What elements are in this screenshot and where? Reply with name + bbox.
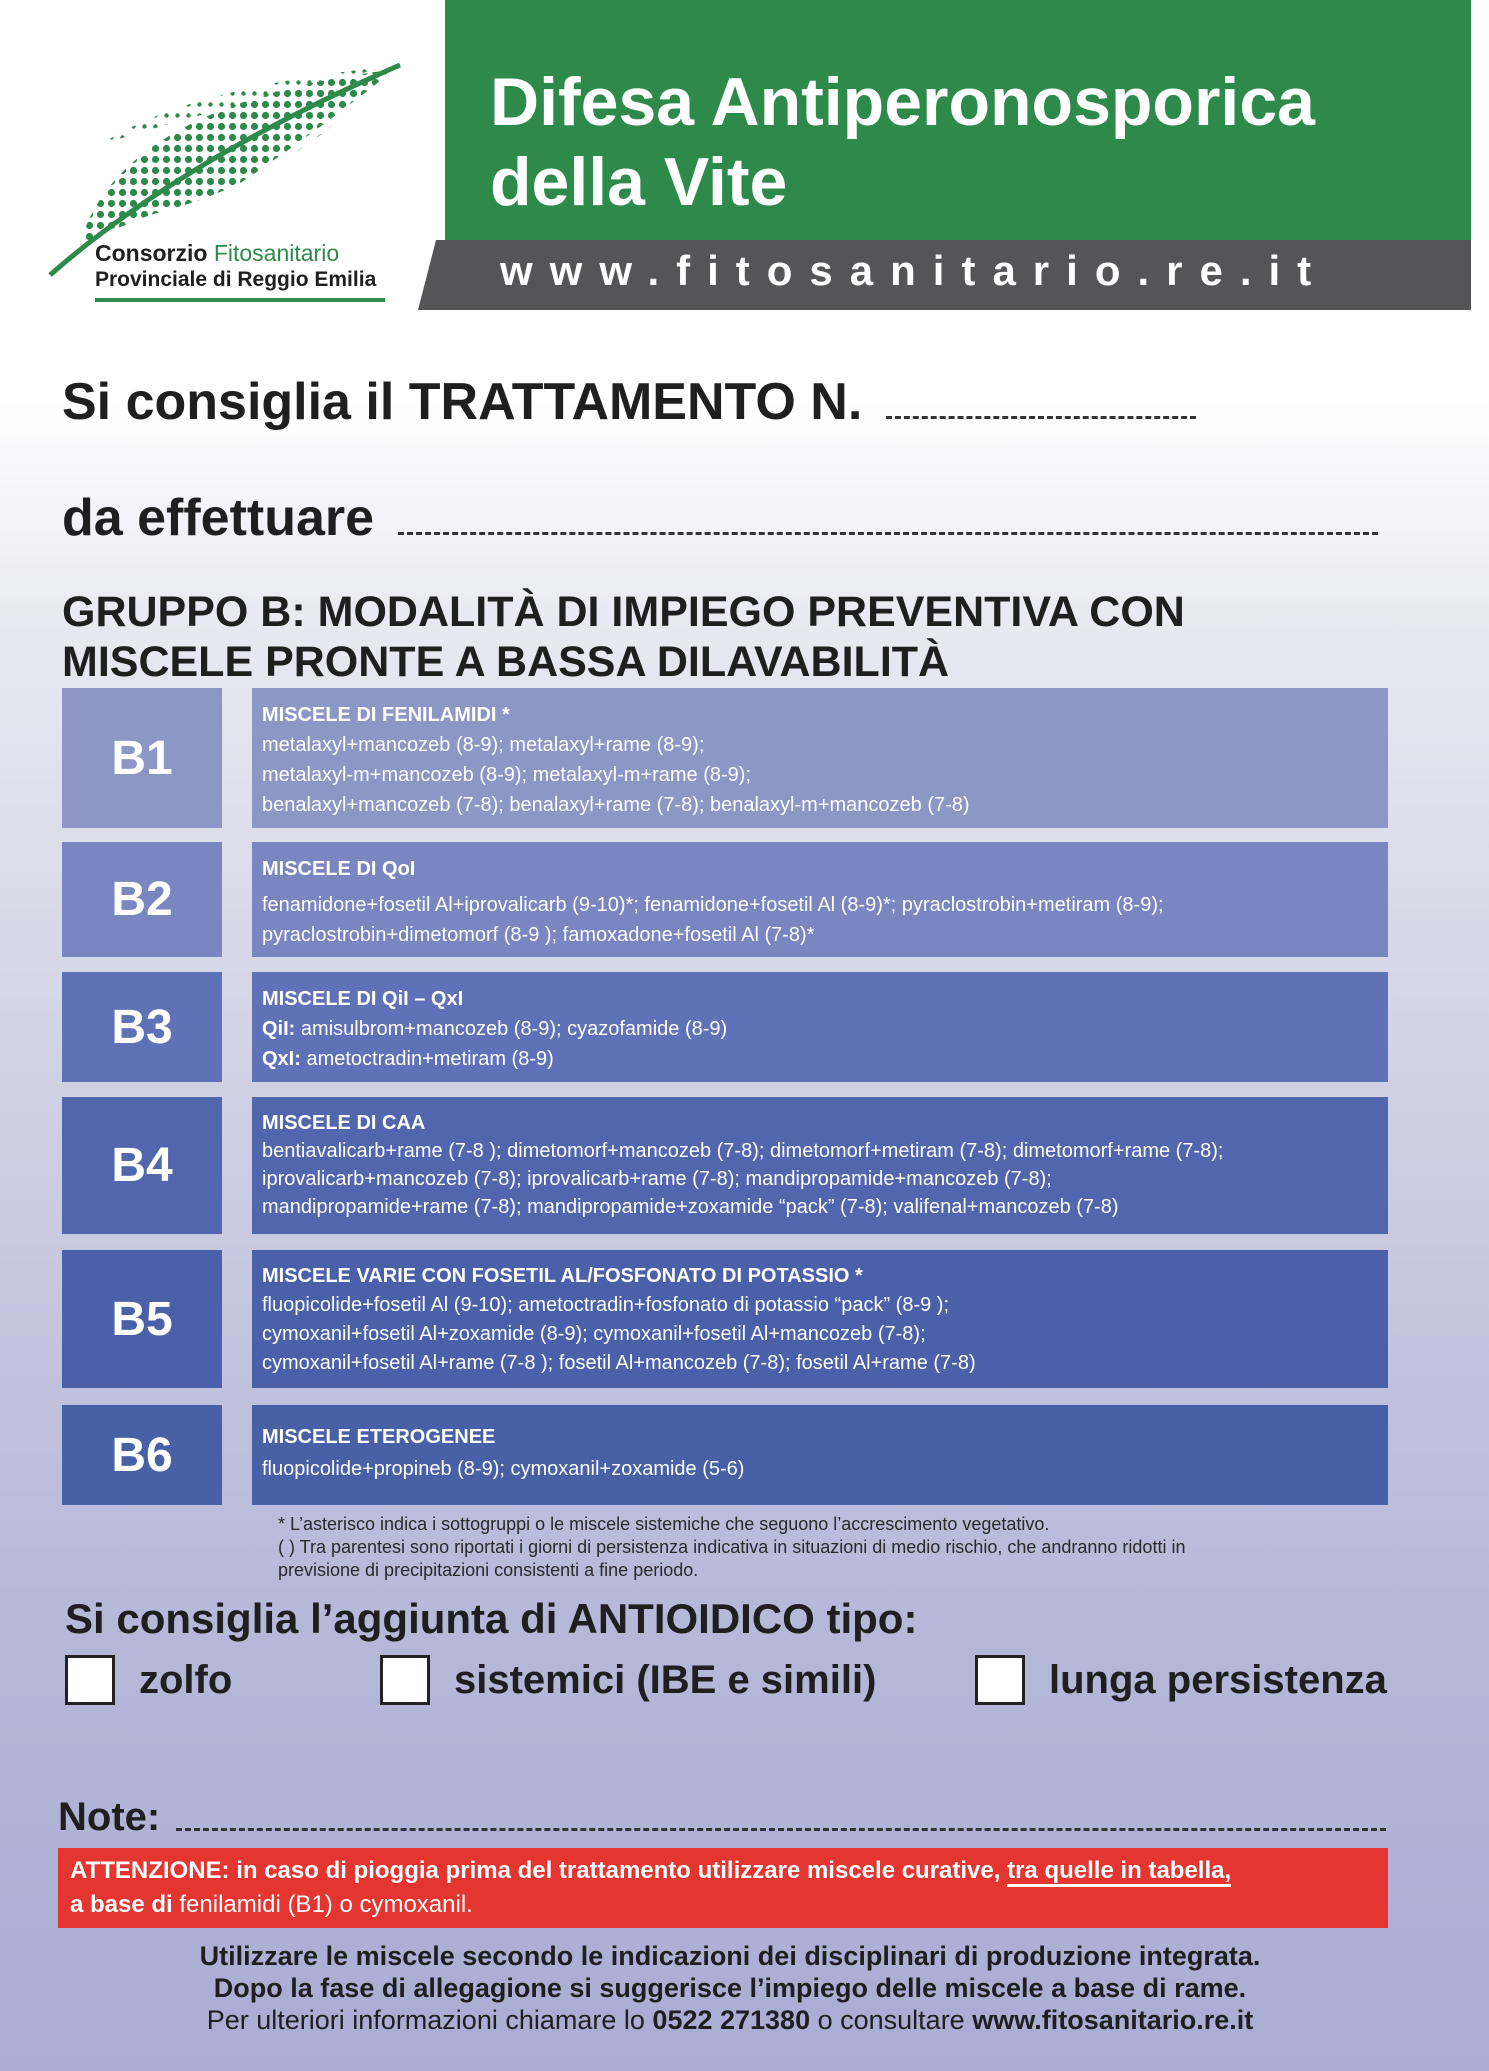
effettuare-line: da effettuare [62, 488, 1378, 548]
logo-subtitle: Provinciale di Reggio Emilia [95, 268, 377, 291]
logo-name: Consorzio Fitosanitario [95, 240, 340, 266]
effettuare-field[interactable] [398, 522, 1378, 535]
zolfo-checkbox[interactable] [65, 1655, 115, 1705]
group-code: B3 [62, 972, 222, 1082]
group-code: B2 [62, 842, 222, 957]
gruppo-heading: GRUPPO B: MODALITÀ DI IMPIEGO PREVENTIVA CON MISCELE PRONTE A BASSA DILAVABILITÀ [62, 588, 1185, 686]
footer: Utilizzare le miscele secondo le indicazioni dei disciplinari di produzione integrata. Dopo la fase di allegagione si suggerisce l’impiego delle miscele a base di rame. Per ulteriori informazioni chiamare lo 0522 271380 o consultare www.fitosanitario.re.it [199, 1941, 1261, 2035]
logo-underline [95, 298, 385, 302]
group-description: MISCELE DI QiI – QxI QiI: amisulbrom+mancozeb (8-9); cyazofamide (8-9) QxI: ametoctradin+metiram (8-9) [252, 972, 1388, 1082]
group-row-b1 [62, 688, 1388, 828]
group-row-b2 [62, 842, 1388, 957]
footer-website-link[interactable]: www.fitosanitario.re.it [972, 2005, 1254, 2035]
group-description: MISCELE DI FENILAMIDI * metalaxyl+mancozeb (8-9); metalaxyl+rame (8-9); metalaxyl-m+mancozeb (8-9); metalaxyl-m+rame (8-9); benalaxyl+mancozeb (7-8); benalaxyl+rame (7-8); benalaxyl-m+mancozeb (7-8) [252, 688, 1388, 828]
group-code: B1 [62, 688, 222, 828]
group-description: MISCELE DI CAA bentiavalicarb+rame (7-8 ); dimetomorf+mancozeb (7-8); dimetomorf+metiram (7-8); dimetomorf+rame (7-8); iprovalicarb+mancozeb (7-8); iprovalicarb+rame (7-8); mandipropamide+mancozeb (7-8); mandipropamide+rame (7-8); mandipropamide+zoxamide “pack” (7-8); valifenal+mancozeb (7-8) [252, 1097, 1388, 1234]
note-label: Note: [58, 1795, 161, 1839]
antioidico-heading: Si consiglia l’aggiunta di ANTIOIDICO tipo: [65, 1595, 918, 1642]
group-row-b3 [62, 972, 1388, 1082]
website-link[interactable]: www.fitosanitario.re.it [500, 247, 1329, 294]
group-description: MISCELE VARIE CON FOSETIL AL/FOSFONATO DI POTASSIO * fluopicolide+fosetil Al (9-10); ametoctradin+fosfonato di potassio “pack” (8-9 ); cymoxanil+fosetil Al+zoxamide (8-9); cymoxanil+fosetil Al+mancozeb (7-8); cymoxanil+fosetil Al+rame (7-8 ); fosetil Al+mancozeb (7-8); fosetil Al+rame (7-8) [252, 1250, 1388, 1388]
option-zolfo[interactable]: zolfo [65, 1655, 232, 1705]
option-sistemici[interactable]: sistemici (IBE e simili) [380, 1655, 876, 1705]
sistemici-checkbox[interactable] [380, 1655, 430, 1705]
group-code: B5 [62, 1250, 222, 1388]
attention-banner: ATTENZIONE: in caso di pioggia prima del trattamento utilizzare miscele curative, tra quelle in tabella, a base di fenilamidi (B1) o cymoxanil. [58, 1848, 1388, 1928]
trattamento-line: Si consiglia il TRATTAMENTO N. [62, 372, 1196, 432]
group-row-b5 [62, 1250, 1388, 1388]
trattamento-field[interactable] [886, 406, 1196, 419]
lunga-persistenza-checkbox[interactable] [975, 1655, 1025, 1705]
option-lunga-persistenza[interactable]: lunga persistenza [975, 1655, 1387, 1705]
group-code: B4 [62, 1097, 222, 1234]
footnotes: * L’asterisco indica i sottogruppi o le miscele sistemiche che seguono l’accrescimento vegetativo. ( ) Tra parentesi sono riportati i giorni di persistenza indicativa in situazioni di medio rischio, che andranno ridotti in previsione di precipitazioni consistenti a fine periodo. [278, 1514, 1186, 1580]
group-code: B6 [62, 1405, 222, 1505]
group-description: MISCELE ETEROGENEE fluopicolide+propineb (8-9); cymoxanil+zoxamide (5-6) [252, 1405, 1388, 1505]
note-field[interactable] [176, 1828, 1386, 1831]
group-row-b4 [62, 1097, 1388, 1234]
group-description: MISCELE DI QoI fenamidone+fosetil Al+iprovalicarb (9-10)*; fenamidone+fosetil Al (8-9)*; pyraclostrobin+metiram (8-9); pyraclostrobin+dimetomorf (8-9 ); famoxadone+fosetil Al (7-8)* [252, 842, 1388, 957]
group-row-b6 [62, 1405, 1388, 1505]
phone-number[interactable]: 0522 271380 [652, 2005, 811, 2035]
page-title: Difesa Antiperonosporica della Vite [490, 64, 1315, 220]
